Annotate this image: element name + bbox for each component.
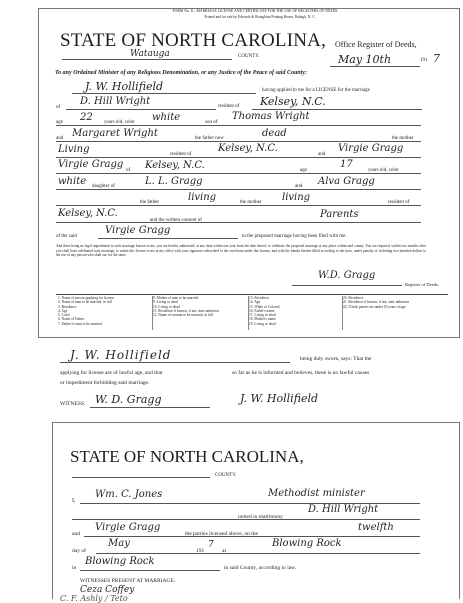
resident-of-end: resident of (388, 200, 410, 205)
bottom-county-label: COUNTY. (215, 473, 237, 478)
register-signature: W.D. Gragg (318, 270, 376, 281)
witness-signature: W. D. Gragg (95, 393, 162, 406)
bottom-and-label: and (72, 531, 80, 537)
age-line (56, 125, 421, 126)
age-label: age (56, 120, 63, 125)
office-label: Office Register of Deeds, (335, 40, 417, 49)
bride-name-2: Virgie Gragg (58, 159, 124, 170)
printer-line: Printed and for sale by Edwards & Broughton Printing House, Raleigh, N. C. (204, 15, 316, 19)
bride-color: white (58, 176, 87, 187)
affidavit-line-3: or impediment forbidding said marriage. (60, 380, 150, 386)
son-of-label: son of (205, 120, 218, 125)
witness-2: C. F. Ashly / Teto (60, 594, 128, 603)
groom-mother-status: Living (58, 144, 90, 155)
i-label: I, (72, 498, 76, 504)
table-col-3: 13. Residence 14. Age 15. White or Colored 16. Father's name 17. Living or dead 18. Mother's name 19. Living or dead (248, 296, 339, 330)
bottom-state-title: STATE OF NORTH CAROLINA, (70, 447, 304, 466)
day-line (96, 553, 420, 554)
year-prefix: 191 (420, 58, 428, 63)
officiant-title: Methodist minister (268, 488, 365, 499)
mother-line (56, 141, 421, 142)
bride-age-label: age (300, 168, 307, 173)
status-line (56, 205, 421, 206)
united-line (72, 519, 420, 520)
daughter-of-label: daughter of (92, 184, 115, 189)
witnesses-label: WITNESSES PRESENT AT MARRIAGE: (80, 578, 176, 584)
marriage-month: May (108, 538, 130, 549)
licensed-line (84, 536, 420, 537)
of-label: of (56, 105, 61, 110)
bride-mother-status: living (282, 192, 311, 203)
resident-of-label-2: resident of (170, 152, 192, 157)
consent-of: Virgie Gragg (105, 225, 171, 236)
marriage-place-2: Blowing Rock (85, 556, 155, 567)
table-col-2: 8. Mother of man to be married 9. Living or dead 10. Living or dead 11. Residence if known, if not, state unknown 12. Name of woman to be married, in full (152, 296, 245, 330)
consent-line (56, 222, 421, 223)
groom-father: Thomas Wright (232, 111, 310, 122)
county-line (62, 59, 232, 60)
affidavit-line-2a: applying for license are of lawful age, and that (60, 370, 163, 376)
date-line (330, 66, 420, 67)
of-said-label: of the said (56, 234, 77, 239)
bride-age: 17 (340, 159, 353, 170)
witness-label: WITNESS: (60, 401, 86, 407)
and-label: and (56, 136, 64, 141)
marriage-day: twelfth (358, 522, 394, 533)
in-label: in (72, 565, 77, 571)
legal-text: And there being no legal impediment to such marriage known to me, you are hereby authorized, at any time within one year from the date hereof, to celebrate the proposed marriage at any place within said county. You are required, within two months after you shall have celebrated such marriage, to return this license to me at my office with your signature subscribed to the certificate under this license, and with the blanks therein filled according to the facts, under penalty of forfeiting two hundred dollars to the use of any person who shall sue for the same. (56, 244, 426, 257)
father-now-label: the father now (195, 136, 224, 141)
to-proposed-label: to the proposed marriage having been filed with me. (242, 234, 347, 239)
consent-by: Parents (320, 209, 359, 220)
year-suffix: 7 (433, 52, 440, 65)
licensed-text: the parties licensed above, on the (185, 531, 259, 537)
form-header: FORM No. 8—MARRIAGE LICENSE AND CERTIFICATE FOR THE USE OF REGISTERS OF DEEDS (172, 9, 338, 13)
groom-color: white (152, 112, 181, 123)
applicant-line (72, 93, 256, 94)
groom-age: 22 (80, 112, 93, 123)
of-label-2: of (126, 168, 131, 173)
officiant: Wm. C. Jones (95, 489, 163, 500)
affidavit-line-2b: so far as he is informed and believes, these is no lawful causes (232, 370, 370, 376)
county-name: Watauga (130, 49, 170, 59)
the-father-label: the father (140, 200, 160, 205)
years-old-2: years old, color (368, 168, 399, 173)
bottom-year-prefix: 191 (196, 548, 205, 554)
affiant-name: J. W. Hollifield (70, 348, 172, 362)
marriage-place: Blowing Rock (272, 538, 342, 549)
groom-residence: Kelsey, N.C. (260, 95, 326, 108)
the-mother-label: the mother (240, 200, 262, 205)
bottom-groom: D. Hill Wright (308, 504, 379, 515)
county-law-text: in said County, according to law. (224, 565, 297, 571)
marriage-year: 7 (208, 540, 214, 550)
address-line: To any Ordained Minister of any Religious Denomination, or any Justice of the Peace of said County: (55, 70, 307, 76)
united-text: united in matrimony (238, 514, 283, 520)
groom-name: D. Hill Wright (80, 96, 151, 107)
parents-residence: Kelsey, N.C. (58, 208, 118, 219)
table-col-4: 20. Residence 21. Residence if known, if not, state unknown 22. If both parties are under 18 years of age (342, 296, 447, 330)
bottom-bride: Virgie Gragg (95, 522, 161, 533)
register-label: Register of Deeds. (405, 282, 440, 287)
groom-parents-residence: Kelsey, N.C. (218, 143, 278, 154)
applicant-name: J. W. Hollifield (85, 80, 164, 93)
consent-of-line (98, 238, 238, 239)
and-label-3: and (295, 184, 303, 189)
state-title: STATE OF NORTH CAROLINA, (60, 30, 327, 51)
groom-line (66, 109, 216, 110)
groom-mother: Margaret Wright (72, 128, 158, 139)
place-line (80, 570, 220, 571)
mother-label: the mother (392, 136, 414, 141)
bride-line (56, 157, 421, 158)
written-consent-label: and the written consent of (150, 218, 202, 223)
sworn-text: being duly sworn, says: That the (300, 356, 372, 362)
daughter-line (56, 189, 421, 190)
affiant-line (60, 362, 290, 363)
witness-1: Ceza Coffey (80, 585, 135, 595)
groom-resident-label: resident of (218, 104, 240, 109)
table-col-1: 1. Name of person applying for license 2. Name of man to be married, in full 3. Residence 4. Age 5. Color 6. Name of Father 7. Father of man to be married (58, 296, 114, 326)
county-label: COUNTY. (238, 54, 260, 59)
witness-line (90, 407, 210, 408)
at-label: at (222, 548, 226, 554)
bride-mother: Alva Gragg (318, 176, 375, 187)
day-of-label: day of (72, 548, 86, 554)
register-line (292, 285, 402, 286)
years-old-label: years old, color (104, 120, 135, 125)
and-label-2: and (318, 152, 326, 157)
bride-res-line (56, 173, 421, 174)
groom-father-status: dead (262, 128, 287, 139)
bottom-county-line (72, 477, 210, 478)
license-date: May 10th (338, 53, 392, 66)
bride-name: Virgie Gragg (338, 143, 404, 154)
bride-father-status: living (188, 192, 217, 203)
bride-father: L. L. Gragg (145, 176, 203, 187)
groom-residence-line (252, 109, 422, 110)
affiant-signature: J. W. Hollifield (240, 392, 319, 405)
bride-residence: Kelsey, N.C. (145, 160, 205, 171)
applied-text: having applied to me for a LICENSE for the marriage (262, 88, 370, 93)
